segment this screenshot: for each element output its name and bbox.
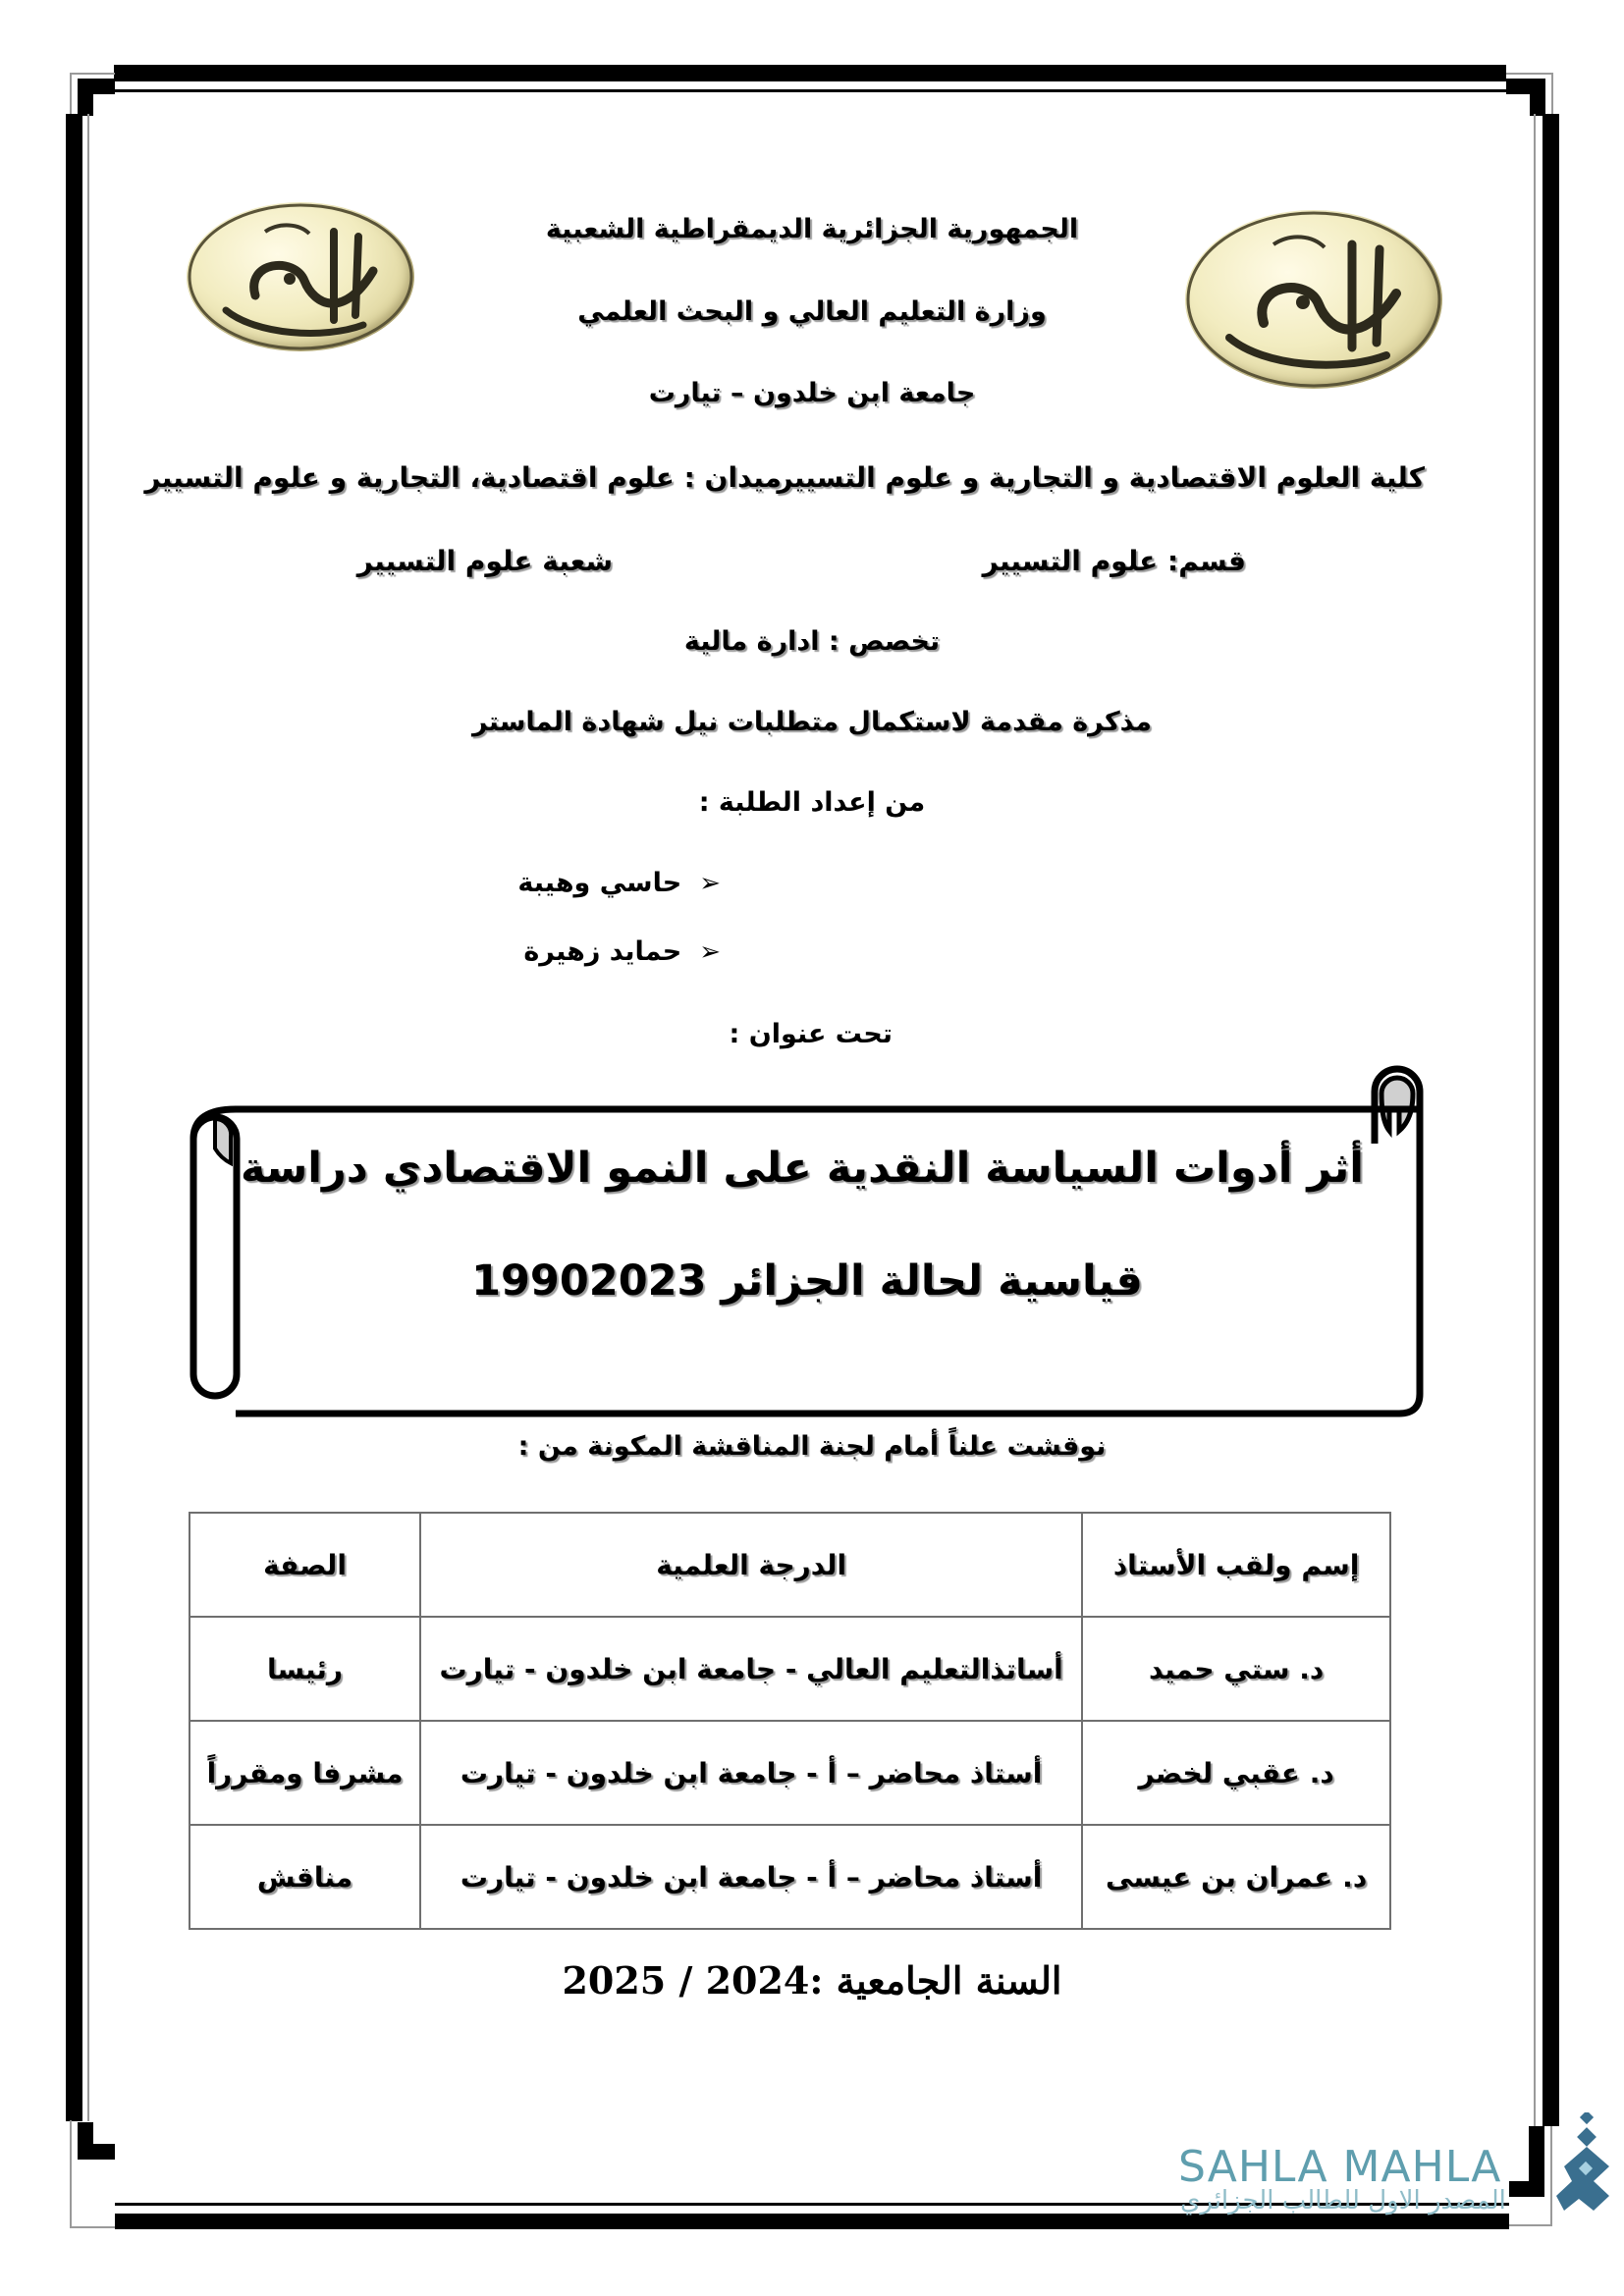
specialty: تخصص : ادارة مالية: [683, 626, 941, 657]
member-role: رئيسا: [189, 1617, 420, 1721]
university-name: جامعة ابن خلدون – تيارت: [648, 378, 976, 408]
border-right-thin: [1534, 114, 1536, 2126]
branch-name: شعبة علوم التسيير: [356, 545, 613, 577]
border-corner-block: [1530, 79, 1545, 116]
border-corner-block: [78, 2144, 115, 2160]
student-item: [523, 936, 721, 967]
table-row: [189, 1617, 1390, 1721]
member-degree: أستاذ محاضر – أ - جامعة ابن خلدون - تيارت: [420, 1721, 1082, 1825]
field-name: ميدان : علوم اقتصادية، التجارية و علوم التسيير: [144, 461, 782, 494]
member-role: مناقش: [189, 1825, 420, 1929]
scroll-banner-frame: [182, 1060, 1434, 1433]
department-name: قسم: علوم التسيير: [982, 545, 1246, 577]
border-top-thick: [114, 65, 1506, 81]
member-name: د. ستي حميد: [1082, 1617, 1390, 1721]
ministry-name: وزارة التعليم العالي و البحث العلمي: [577, 296, 1047, 327]
sahla-mahla-logo-icon: [1554, 2112, 1623, 2220]
arrow-bullet-icon: ➢: [699, 936, 721, 967]
watermark-brand: SAHLA MAHLA: [1178, 2142, 1502, 2192]
member-name: د. عقبي لخضر: [1082, 1721, 1390, 1825]
country-name: الجمهورية الجزائرية الديمقراطية الشعبية: [545, 214, 1079, 244]
border-bottom-thick: [115, 2214, 1509, 2229]
table-header-row: [189, 1513, 1390, 1617]
table-row: [189, 1825, 1390, 1929]
watermark-tagline: المصدر الاول للطالب الجزائري: [1180, 2186, 1506, 2216]
border-left-thin: [87, 114, 89, 2121]
title-label: تحت عنوان :: [729, 1019, 893, 1049]
academic-year: السنة الجامعية :2024 / 2025: [562, 1958, 1062, 2002]
memo-purpose: مذكرة مقدمة لاستكمال متطلبات نيل شهادة الماستر: [472, 707, 1152, 737]
member-name: د. عمران بن عيسى: [1082, 1825, 1390, 1929]
student-name: حمايد زهيرة: [523, 936, 682, 967]
column-header-role: الصفة: [189, 1513, 420, 1617]
student-name: حاسي وهيبة: [517, 868, 682, 898]
border-left-thick: [66, 114, 82, 2121]
watermark: [1178, 2142, 1506, 2216]
column-header-degree: الدرجة العلمية: [420, 1513, 1082, 1617]
committee-table: [189, 1512, 1391, 1930]
table-row: [189, 1721, 1390, 1825]
thesis-title-line1: أثر أدوات السياسة النقدية على النمو الاقتصادي دراسة: [240, 1144, 1365, 1193]
border-top-thin: [114, 89, 1506, 92]
prepared-by-label: من إعداد الطلبة :: [698, 787, 926, 818]
border-right-thick: [1543, 114, 1559, 2126]
member-degree: أساتذالتعليم العالي - جامعة ابن خلدون - تيارت: [420, 1617, 1082, 1721]
faculty-name: كلية العلوم الاقتصادية و التجارية و علوم التسيير: [777, 461, 1425, 494]
member-degree: أستاذ محاضر – أ - جامعة ابن خلدون - تيارت: [420, 1825, 1082, 1929]
member-role: مشرفا ومقرراً: [189, 1721, 420, 1825]
student-item: [517, 868, 721, 898]
border-corner-block: [78, 79, 93, 116]
thesis-title-line2: قياسية لحالة الجزائر 19902023: [471, 1256, 1143, 1306]
arrow-bullet-icon: ➢: [699, 868, 721, 898]
border-corner-outline: [1509, 2126, 1552, 2226]
column-header-name: إسم ولقب الأستاذ: [1082, 1513, 1390, 1617]
committee-label: نوقشت علناً أمام لجنة المناقشة المكونة من :: [517, 1431, 1107, 1462]
